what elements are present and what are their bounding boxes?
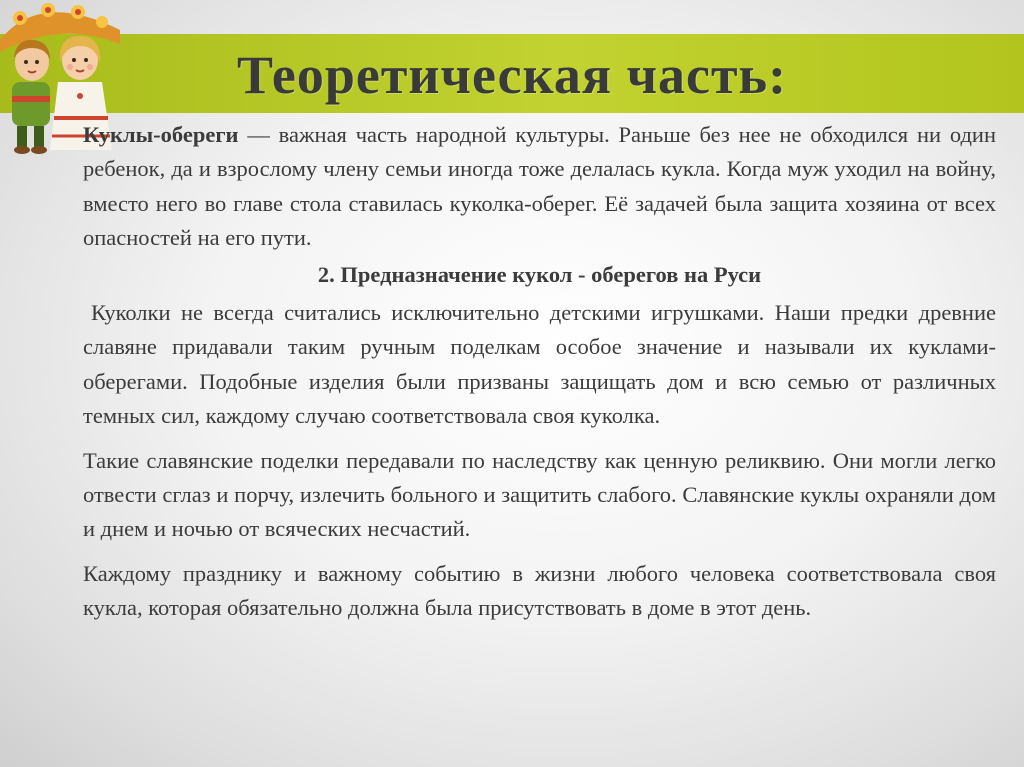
slide-body <box>83 118 996 626</box>
paragraph-holidays: Каждому празднику и важному событию в жизни любого человека соответствовала своя кукла, которая обязательно должна была присутствовать в доме в этот день. <box>83 560 996 621</box>
slide-title: Теоретическая часть: <box>236 45 788 105</box>
paragraph-intro <box>83 118 996 256</box>
paragraph-intro-lead: Куклы-обереги <box>83 122 239 147</box>
paragraph-inheritance: Такие славянские поделки передавали по наследству как ценную реликвию. Они могли легко отвести сглаз и порчу, излечить больного и защитить слабого. Славянские куклы охраняли дом и днем и ночью от всяческих несчастий. <box>83 447 996 542</box>
paragraph-intro-text: — важная часть народной культуры. Раньше без нее не обходился ни один ребенок, да и взрослому члену семьи иногда тоже делалась кукла. Когда муж уходил на войну, вместо него во главе стола ставилась куколка-оберег. Её задачей была защита хозяина от всех опасностей на его пути. <box>83 122 996 251</box>
section-heading: 2. Предназначение кукол - оберегов на Руси <box>317 261 762 287</box>
paragraph-purpose: Куколки не всегда считались исключительно детскими игрушками. Наши предки древние славяне придавали таким ручным поделкам особое значение и называли их куклами- оберегами. Подобные изделия были призваны защищать дом и всю семью от различных темных сил, каждому случаю соответствовала своя куколка. <box>83 300 996 429</box>
